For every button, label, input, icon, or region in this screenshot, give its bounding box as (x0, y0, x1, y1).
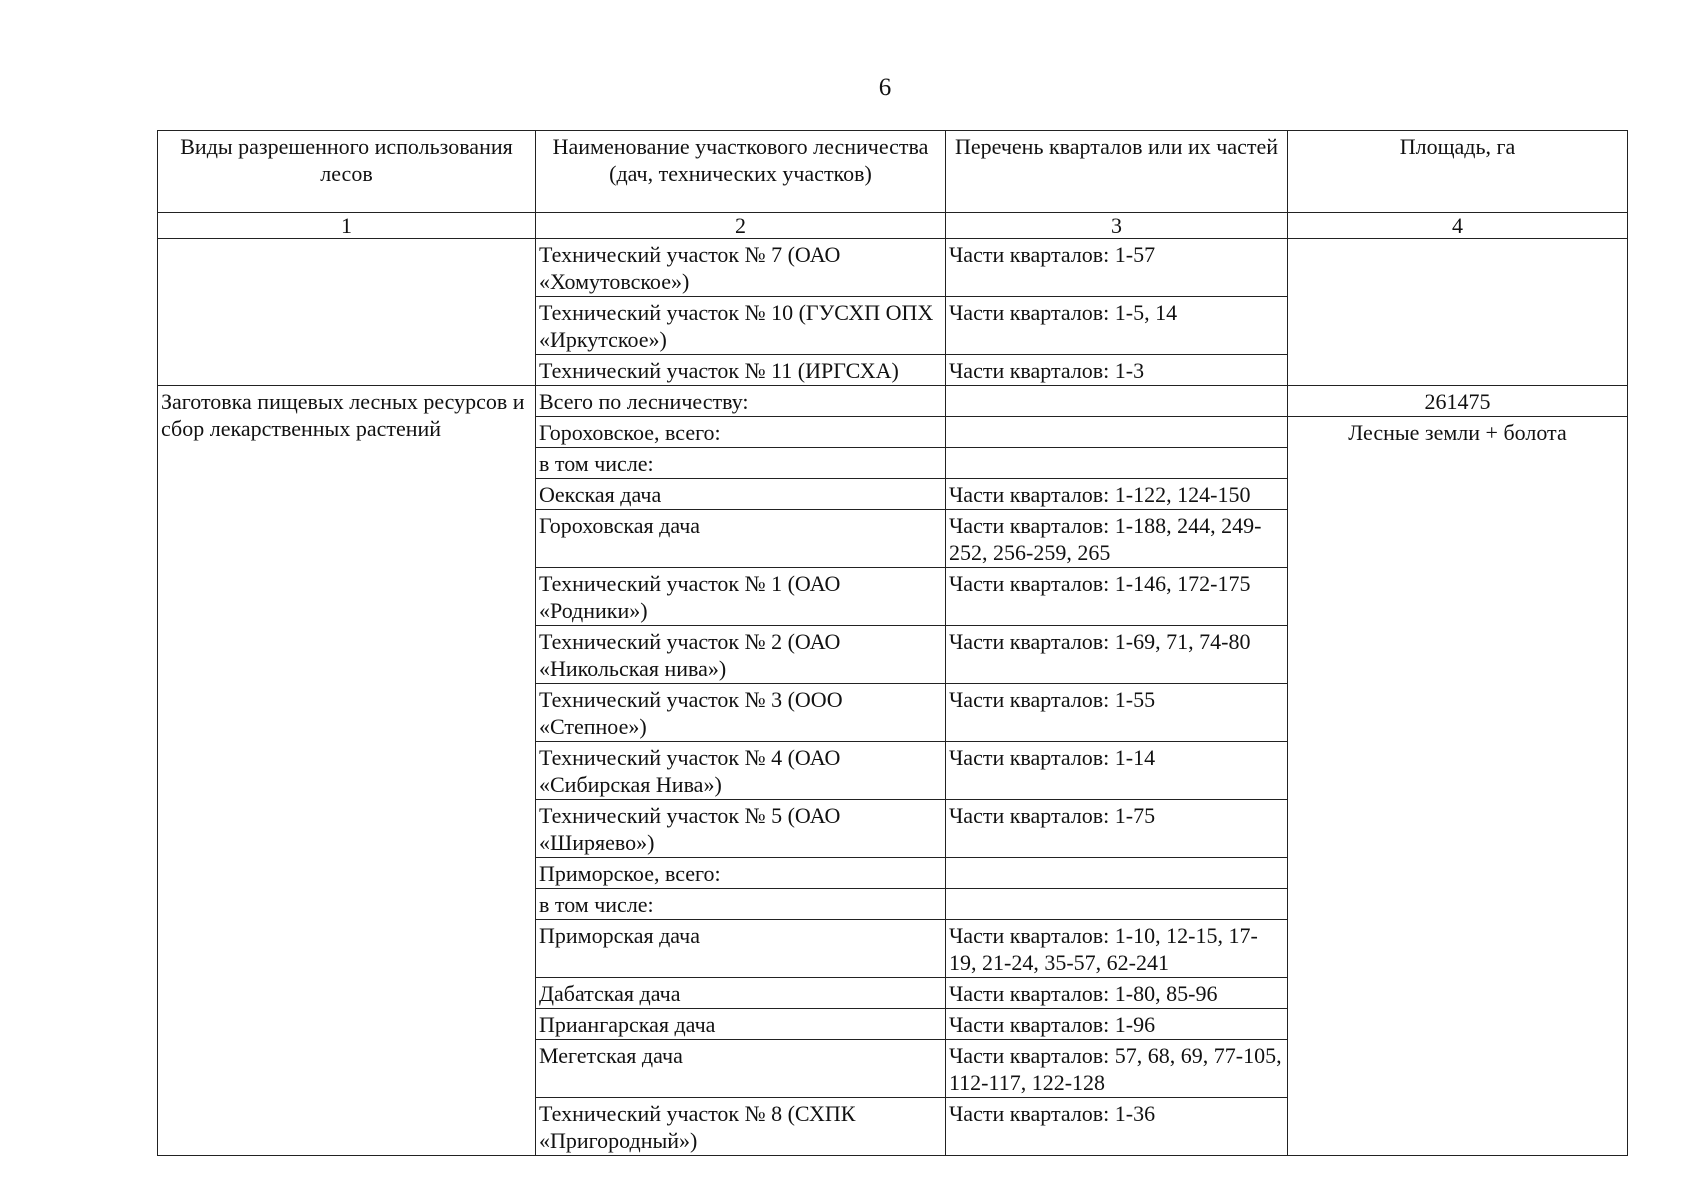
usage-type-cell-empty (158, 239, 536, 386)
table-header-row (158, 131, 1628, 213)
quarters-cell: Части кварталов: 1-75 (946, 800, 1288, 858)
quarters-cell: Части кварталов: 1-5, 14 (946, 297, 1288, 355)
page-number: 6 (878, 74, 892, 101)
forestry-name-cell: Технический участок № 11 (ИРГСХА) (536, 355, 946, 386)
table-row (158, 386, 1628, 417)
area-cell-empty (1288, 239, 1628, 386)
forestry-name-cell: Технический участок № 8 (СХПК «Пригородный») (536, 1098, 946, 1156)
area-note-cell: Лесные земли + болота (1288, 417, 1628, 1156)
quarters-cell (946, 386, 1288, 417)
header-forestry-name: Наименование участкового лесничества (дач, технических участков) (536, 131, 946, 213)
forestry-name-cell: Гороховское, всего: (536, 417, 946, 448)
forestry-name-cell: Технический участок № 4 (ОАО «Сибирская Нива») (536, 742, 946, 800)
forestry-name-cell: в том числе: (536, 889, 946, 920)
quarters-cell: Части кварталов: 57, 68, 69, 77-105, 112-117, 122-128 (946, 1040, 1288, 1098)
forestry-name-cell: Приангарская дача (536, 1009, 946, 1040)
quarters-cell: Части кварталов: 1-3 (946, 355, 1288, 386)
usage-type-cell: Заготовка пищевых лесных ресурсов и сбор лекарственных растений (158, 386, 536, 1156)
forestry-name-cell: Оекская дача (536, 479, 946, 510)
forest-use-table (157, 130, 1628, 1156)
header-area: Площадь, га (1288, 131, 1628, 213)
quarters-cell: Части кварталов: 1-69, 71, 74-80 (946, 626, 1288, 684)
forestry-name-cell: Приморская дача (536, 920, 946, 978)
quarters-cell (946, 417, 1288, 448)
forestry-name-cell: Дабатская дача (536, 978, 946, 1009)
column-number: 4 (1288, 213, 1628, 239)
quarters-cell: Части кварталов: 1-57 (946, 239, 1288, 297)
quarters-cell: Части кварталов: 1-188, 244, 249-252, 256-259, 265 (946, 510, 1288, 568)
quarters-cell: Части кварталов: 1-96 (946, 1009, 1288, 1040)
quarters-cell (946, 889, 1288, 920)
forestry-name-cell: Гороховская дача (536, 510, 946, 568)
forestry-name-cell: Мегетская дача (536, 1040, 946, 1098)
forestry-name-cell: Технический участок № 2 (ОАО «Никольская нива») (536, 626, 946, 684)
forestry-name-cell: Технический участок № 1 (ОАО «Родники») (536, 568, 946, 626)
quarters-cell: Части кварталов: 1-10, 12-15, 17-19, 21-24, 35-57, 62-241 (946, 920, 1288, 978)
table-row (158, 239, 1628, 297)
header-usage-type: Виды разрешенного использования лесов (158, 131, 536, 213)
header-quarters: Перечень кварталов или их частей (946, 131, 1288, 213)
quarters-cell (946, 858, 1288, 889)
forestry-name-cell: в том числе: (536, 448, 946, 479)
column-number: 3 (946, 213, 1288, 239)
column-number: 2 (536, 213, 946, 239)
quarters-cell: Части кварталов: 1-14 (946, 742, 1288, 800)
quarters-cell: Части кварталов: 1-36 (946, 1098, 1288, 1156)
forestry-name-cell: Технический участок № 10 (ГУСХП ОПХ «Иркутское») (536, 297, 946, 355)
forestry-name-cell: Приморское, всего: (536, 858, 946, 889)
area-total-cell: 261475 (1288, 386, 1628, 417)
forestry-name-cell: Технический участок № 3 (ООО «Степное») (536, 684, 946, 742)
quarters-cell: Части кварталов: 1-146, 172-175 (946, 568, 1288, 626)
column-numbers-row (158, 213, 1628, 239)
quarters-cell: Части кварталов: 1-80, 85-96 (946, 978, 1288, 1009)
column-number: 1 (158, 213, 536, 239)
forestry-name-cell: Технический участок № 7 (ОАО «Хомутовское») (536, 239, 946, 297)
forestry-name-cell: Технический участок № 5 (ОАО «Ширяево») (536, 800, 946, 858)
quarters-cell (946, 448, 1288, 479)
quarters-cell: Части кварталов: 1-122, 124-150 (946, 479, 1288, 510)
forestry-name-cell: Всего по лесничеству: (536, 386, 946, 417)
quarters-cell: Части кварталов: 1-55 (946, 684, 1288, 742)
